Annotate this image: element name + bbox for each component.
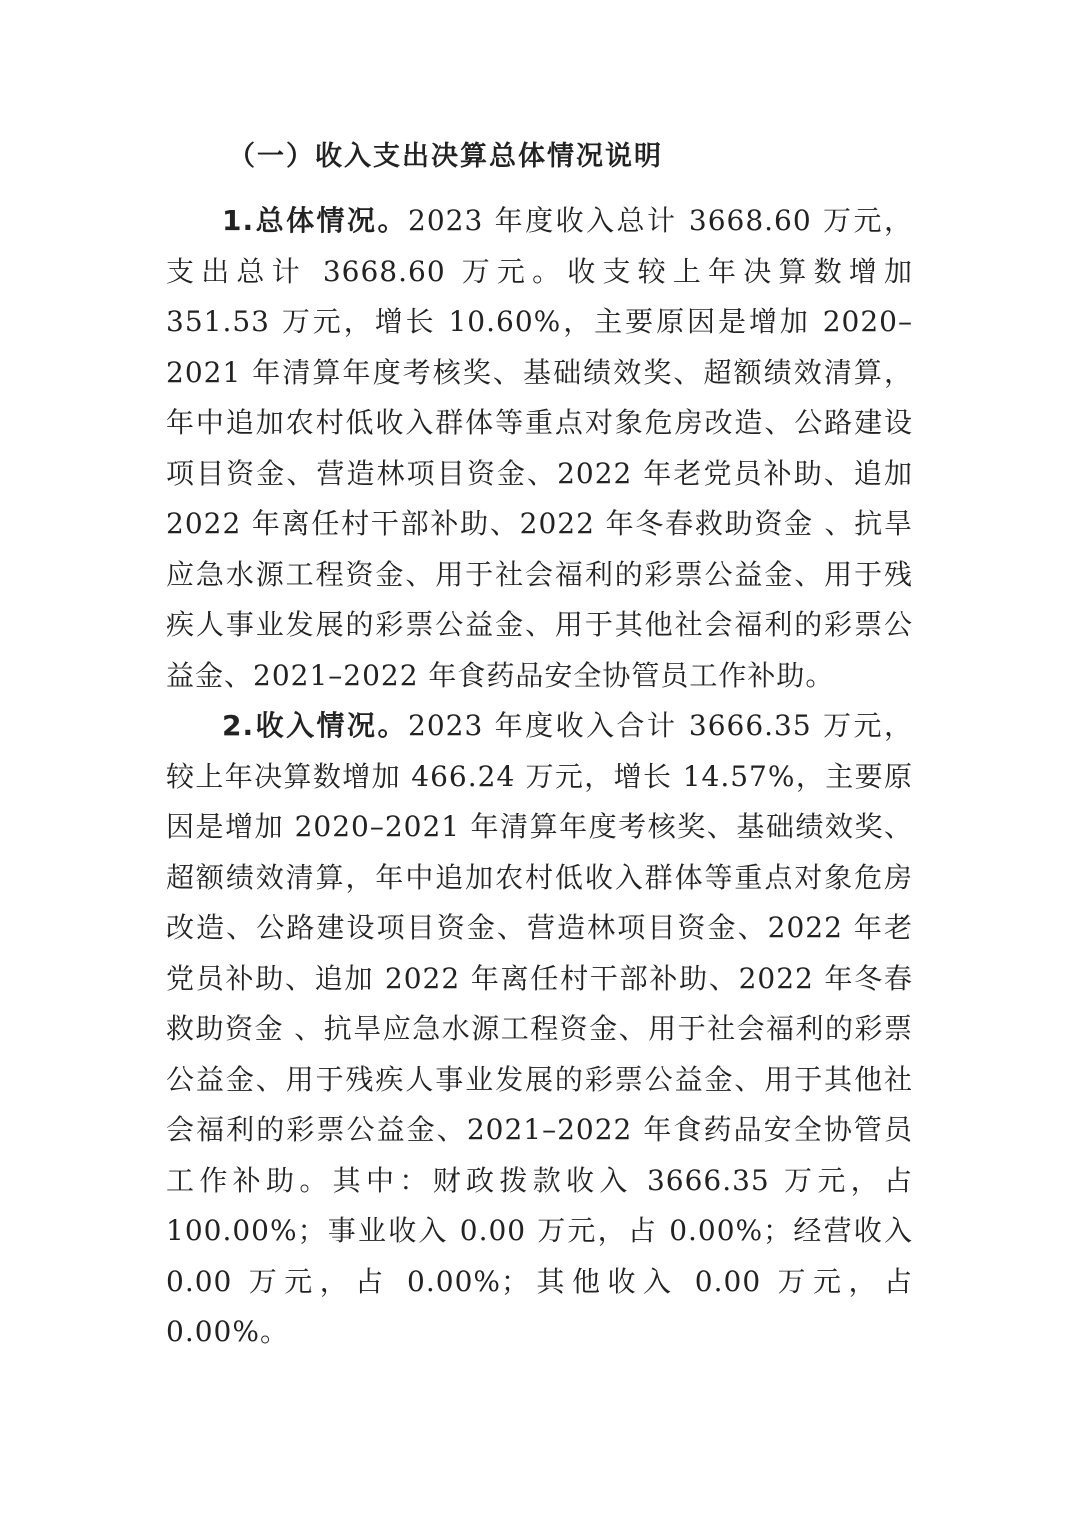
body-text [166,196,913,1358]
section-heading: （一）收入支出决算总体情况说明 [228,141,663,172]
paragraph-income [166,701,913,1358]
paragraph-lead: 2.收入情况。 [222,709,408,742]
paragraph-lead: 1.总体情况。 [222,204,408,237]
paragraph-text: 2023 年度收入总计 3668.60 万元，支出总计 3668.60 万元。收支较上年决算数增加 351.53 万元，增长 10.60%，主要原因是增加 2020–2021 年清算年度考核奖、基础绩效奖、超额绩效清算，年中追加农村低收入群体等重点对象危房改造、公路建设项目资金、营造林项目资金、2022 年老党员补助、追加 2022 年离任村干部补助、2022 年冬春救助资金 、抗旱应急水源工程资金、用于社会福利的彩票公益金、用于残疾人事业发展的彩票公益金、用于其他社会福利的彩票公益金、2021–2022 年食药品安全协管员工作补助。 [166,204,914,692]
paragraph-text: 2023 年度收入合计 3666.35 万元，较上年决算数增加 466.24 万元，增长 14.57%，主要原因是增加 2020–2021 年清算年度考核奖、基础绩效奖、超额绩效清算，年中追加农村低收入群体等重点对象危房改造、公路建设项目资金、营造林项目资金、2022 年老党员补助、追加 2022 年离任村干部补助、2022 年冬春救助资金 、抗旱应急水源工程资金、用于社会福利的彩票公益金、用于残疾人事业发展的彩票公益金、用于其他社会福利的彩票公益金、2021–2022 年食药品安全协管员工作补助。其中：财政拨款收入 3666.35 万元，占 100.00%；事业收入 0.00 万元，占 0.00%；经营收入 0.00 万元，占 0.00%；其他收入 0.00 万元，占 0.00%。 [166,709,914,1348]
paragraph-overall [166,196,913,701]
